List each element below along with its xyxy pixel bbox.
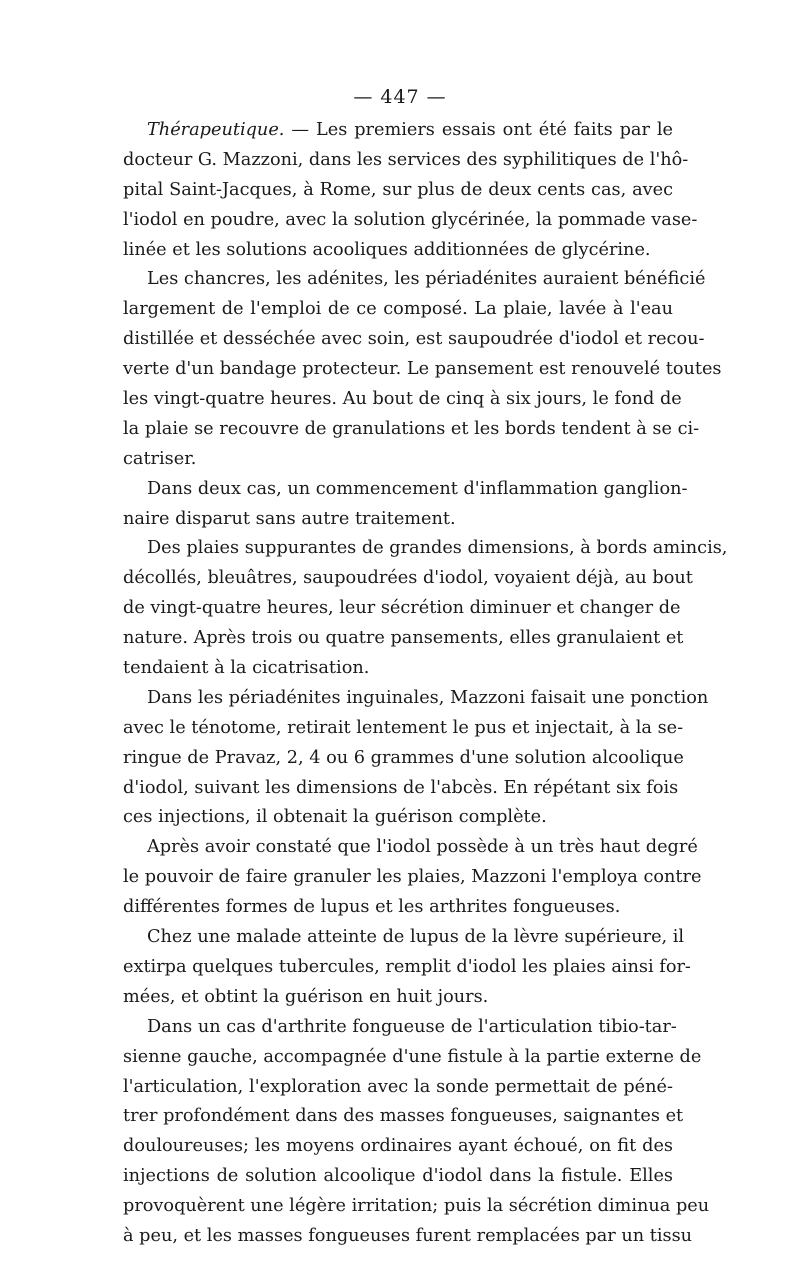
text-line: largement de l'emploi de ce composé. La plaie, lavée à l'eau: [123, 299, 673, 320]
text-line: sienne gauche, accompagnée d'une fistule à la partie externe de: [123, 1046, 702, 1067]
text-line: ces injections, il obtenait la guérison complète.: [123, 807, 547, 828]
text-line: distillée et desséchée avec soin, est saupoudrée d'iodol et recou-: [123, 329, 705, 350]
text-line: extirpa quelques tubercules, remplit d'iodol les plaies ainsi for-: [123, 956, 691, 977]
text-line: mées, et obtint la guérison en huit jours.: [123, 986, 489, 1007]
text-line: [123, 116, 673, 146]
text-line: douloureuses; les moyens ordinaires ayant échoué, on fit des: [123, 1136, 673, 1157]
text-line: trer profondément dans des masses fongueuses, saignantes et: [123, 1106, 684, 1127]
text-line: Dans les périadénites inguinales, Mazzoni faisait une ponction: [147, 687, 709, 708]
text-line: les vingt-quatre heures. Au bout de cinq à six jours, le fond de: [123, 389, 682, 410]
text-line: avec le ténotome, retirait lentement le pus et injectait, à la se-: [123, 717, 684, 738]
text-line: naire disparut sans autre traitement.: [123, 508, 456, 529]
text-line: ringue de Pravaz, 2, 4 ou 6 grammes d'une solution alcoolique: [123, 747, 684, 768]
text-line: docteur G. Mazzoni, dans les services des syphilitiques de l'hô-: [123, 149, 689, 170]
text-line: verte d'un bandage protecteur. Le pansement est renouvelé toutes: [123, 359, 722, 380]
text-line: à peu, et les masses fongueuses furent remplacées par un tissu: [123, 1225, 693, 1246]
text-line: Dans un cas d'arthrite fongueuse de l'articulation tibio-tar-: [147, 1016, 677, 1037]
text-line: Des plaies suppurantes de grandes dimensions, à bords amincis,: [147, 538, 728, 559]
text-line: pital Saint-Jacques, à Rome, sur plus de deux cents cas, avec: [123, 179, 673, 200]
text-line: l'iodol en poudre, avec la solution glycérinée, la pommade vase-: [123, 209, 698, 230]
text-line: injections de solution alcoolique d'iodol dans la fistule. Elles: [123, 1166, 673, 1187]
body-text: [123, 116, 728, 1252]
text-line: Chez une malade atteinte de lupus de la lèvre supérieure, il: [147, 927, 685, 948]
text-line: de vingt-quatre heures, leur sécrétion diminuer et changer de: [123, 598, 681, 619]
text-line-content: — Les premiers essais ont été faits par le: [284, 120, 673, 140]
text-line: l'articulation, l'exploration avec la sonde permettait de péné-: [123, 1076, 673, 1097]
text-line: provoquèrent une légère irritation; puis la sécrétion diminua peu: [123, 1196, 710, 1217]
text-line: d'iodol, suivant les dimensions de l'abcès. En répétant six fois: [123, 777, 679, 798]
text-line: nature. Après trois ou quatre pansements, elles granulaient et: [123, 628, 684, 649]
text-line: décollés, bleuâtres, saupoudrées d'iodol, voyaient déjà, au bout: [123, 568, 693, 589]
text-line: linée et les solutions acooliques additionnées de glycérine.: [123, 239, 651, 260]
text-line: la plaie se recouvre de granulations et les bords tendent à se ci-: [123, 418, 700, 439]
text-line: Dans deux cas, un commencement d'inflammation ganglion-: [147, 478, 688, 499]
text-line: Les chancres, les adénites, les périadénites auraient bénéficié: [147, 269, 706, 290]
text-line: tendaient à la cicatrisation.: [123, 658, 370, 679]
section-lead: Thérapeutique.: [147, 120, 285, 140]
text-line: catriser.: [123, 448, 197, 469]
text-line: Après avoir constaté que l'iodol possède à un très haut degré: [147, 837, 698, 858]
text-line: différentes formes de lupus et les arthrites fongueuses.: [123, 897, 621, 918]
page-number: — 447 —: [353, 86, 447, 108]
text-line: le pouvoir de faire granuler les plaies, Mazzoni l'employa contre: [123, 867, 702, 888]
